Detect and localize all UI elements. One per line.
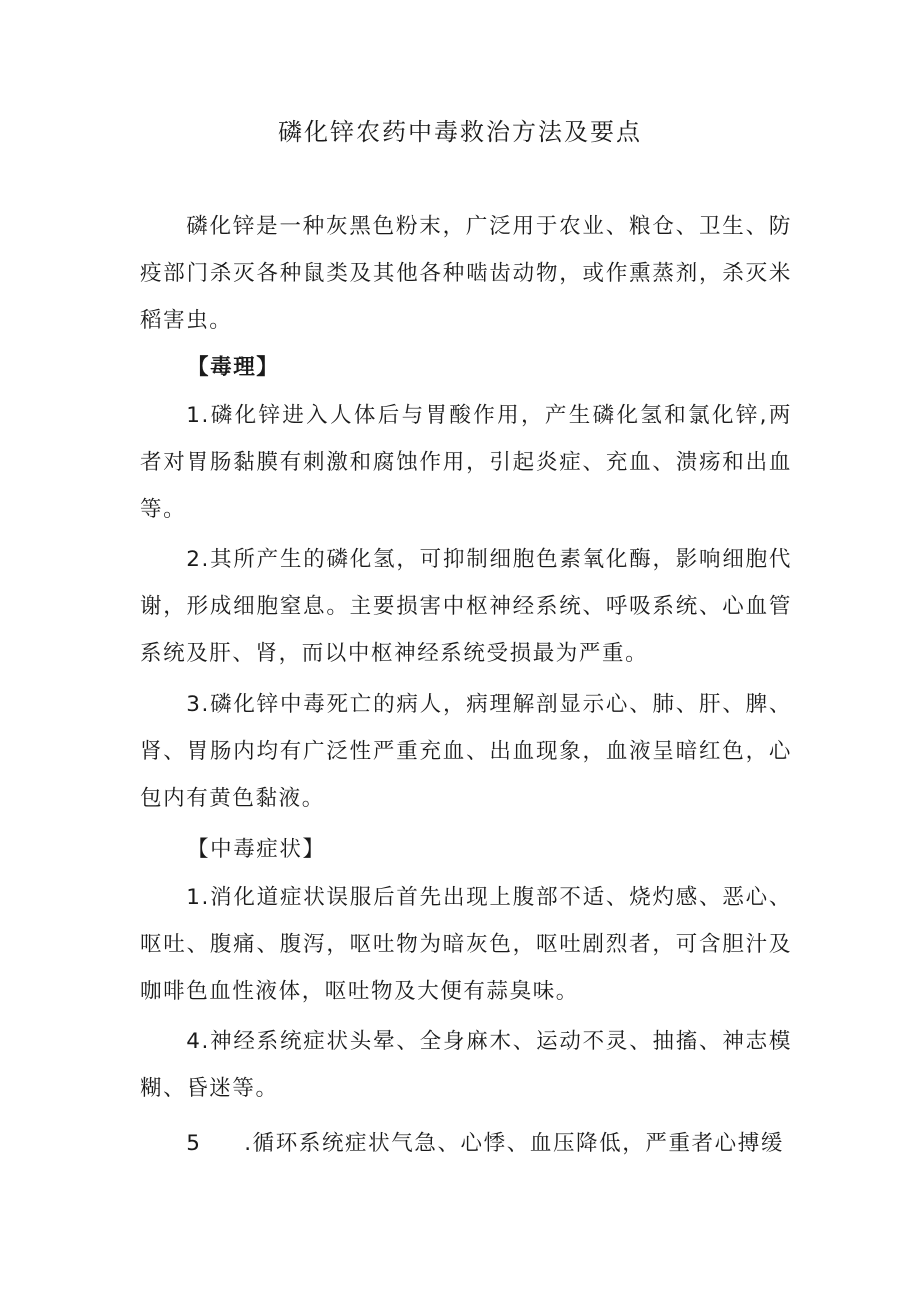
item-number: 2 <box>186 547 202 572</box>
toxicology-item-2 <box>140 536 792 677</box>
item-text: .消化道症状误服后首先出现上腹部不适、烧灼感、恶心、呕吐、腹痛、腹泻，呕吐物为暗灰色，呕吐剧烈者，可含胆汁及咖啡色血性液体，呕吐物及大便有蒜臭味。 <box>140 885 792 1004</box>
symptoms-item-1 <box>140 874 792 1015</box>
item-number: 1 <box>186 403 202 428</box>
item-text: .磷化锌进入人体后与胃酸作用，产生磷化氢和氯化锌,两者对胃肠黏膜有刺激和腐蚀作用，引起炎症、充血、溃疡和出血等。 <box>140 403 792 522</box>
toxicology-item-1 <box>140 392 792 533</box>
document-title: 磷化锌农药中毒救治方法及要点 <box>278 118 642 146</box>
item-text: .其所产生的磷化氢，可抑制细胞色素氧化酶，影响细胞代谢，形成细胞窒息。主要损害中枢神经系统、呼吸系统、心血管系统及肝、肾，而以中枢神经系统受损最为严重。 <box>140 547 792 666</box>
symptoms-item-4 <box>140 1018 792 1112</box>
section-heading-toxicology: 【毒理】 <box>187 355 280 380</box>
item-number: 3 <box>186 692 202 717</box>
item-text: .神经系统症状头晕、全身麻木、运动不灵、抽搐、神志模糊、昏迷等。 <box>140 1029 792 1101</box>
item-number: 4 <box>186 1029 202 1054</box>
item-text: .循环系统症状气急、心悸、血压降低，严重者心搏缓 <box>244 1131 784 1156</box>
symptoms-item-5 <box>140 1120 792 1167</box>
item-text: .磷化锌中毒死亡的病人，病理解剖显示心、肺、肝、脾、肾、胃肠内均有广泛性严重充血、出血现象，血液呈暗红色，心包内有黄色黏液。 <box>140 692 792 811</box>
toxicology-item-3 <box>140 681 792 822</box>
section-heading-symptoms: 【中毒症状】 <box>187 837 326 862</box>
item-number: 1 <box>186 885 202 910</box>
intro-paragraph: 磷化锌是一种灰黑色粉末，广泛用于农业、粮仓、卫生、防疫部门杀灭各种鼠类及其他各种啮齿动物，或作熏蒸剂，杀灭米稻害虫。 <box>140 214 792 333</box>
item-number: 5 <box>186 1131 202 1156</box>
